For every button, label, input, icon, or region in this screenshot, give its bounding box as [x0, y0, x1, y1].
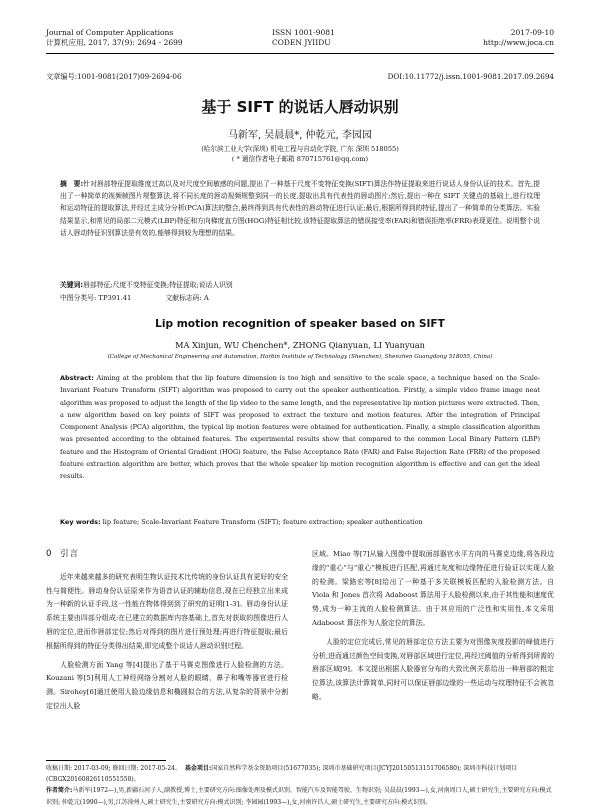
footnote [46, 763, 554, 808]
fund-text: 国家自然科学基金资助项目(51677035); 深圳市基础研究项目(JCYJ20150513151706580); 深圳市科技计划项目(CBGX20160826110551550)。 [46, 765, 518, 784]
abstract-en-label: Abstract: [60, 374, 94, 382]
title-en: Lip motion recognition of speaker based on SIFT [155, 318, 445, 330]
clc-number: 中图分类号: TP391.41 [60, 294, 132, 302]
received-date: 收稿日期: 2017-03-09; 修回日期: 2017-05-24。 [46, 765, 181, 772]
title-cn: 基于 SIFT 的说话人唇动识别 [201, 98, 399, 116]
affiliation-cn [46, 144, 554, 164]
authors-cn: 马新军, 吴晨晨*, 仲乾元, 李园园 [227, 130, 373, 141]
journal-citation-cn: 计算机应用, 2017, 37(9): 2694 - 2699 [46, 38, 183, 47]
paragraph: 人脸的定位完成后,常见的唇部定位方法主要为对图像灰度投影的峰值进行分析,进而通过颜色空间变换,对唇部区域进行定位,再经过阈值的分析得到所需的唇部区域[9]。本文提出根据人脸器官分布的大致比例关系给出一种唇部的粗定位算法,该算法计算简单,同时可以保证唇部边缘的一些运动与纹理特征不会被忽略。 [312, 637, 554, 701]
doi[interactable]: DOI:10.11772/j.issn.1001-9081.2017.09.2694 [387, 72, 554, 81]
footnote-rule [46, 760, 166, 761]
section-heading [46, 548, 288, 562]
authors-en: MA Xinjun, WU Chenchen*, ZHONG Qianyuan, LI Yuanyuan [175, 340, 425, 350]
article-number: 文章编号:1001-9081(2017)09-2694-06 [46, 72, 182, 81]
keywords-cn [60, 279, 540, 291]
keywords-en-label: Key words: [60, 518, 101, 526]
abstract-cn-text: 针对唇部特征提取维度过高以及对尺度空间敏感的问题,提出了一种基于尺度不变特征变换(SIFT)算法作特征提取来进行说话人身份认证的技术。首先,提出了一种简单的视频帧图片规整算法,将不同长度的唇动视频规整到同一的长度,提取出具有代表性的唇动图片;然后,提出一种在 SIFT 关键点的基础上,进行纹理和运动特征的提取算法,并经过主成分分析(PCA)算法的整合,最终得到具有代表性的唇动特征进行认证;最后,根据所得到的特征,提出了一种简单的分类算法。实验结果显示,和常见的局部二元模式(LBP)特征和方向梯度直方图(HOG)特征相比较,该特征提取算法的错误接受率(FAR)和错误拒绝率(FRR)表现更佳。说明整个说话人唇动特征识别算法是有效的,能够得到较为理想的结果。 [60, 180, 540, 237]
author-bio-label: 作者简介: [46, 787, 73, 795]
running-header [46, 28, 554, 54]
body-column-left [46, 548, 288, 719]
author-bio: 马新军(1972—),男,新疆石河子人,副教授,博士,主要研究方向:图像处理及模式识别、智能汽车及智能驾驶、生物识别; 吴晨晨(1993—),女,河南周口人,硕士研究生,主要研究方向:模式识别; 仲乾元(1990—),男,江苏徐州人,硕士研究生,主要研究方向:模式识别; 李园园(1993—),女,河南许昌人,硕士研究生,主要研究方向:模式识别。 [46, 787, 552, 806]
journal-url[interactable]: http://www.joca.cn [483, 38, 554, 47]
keywords-cn-label: 关键词: [60, 281, 84, 289]
paragraph: 近年来越来越多的研究表明生物认证技术比传统的身份认证具有更好的安全性与简便性。唇动身份认证原来作为语音认证的辅助信息,现在已经独立出来成为一种新的认证手段,这一性能在物体得到到了研究的证明[1-3]。唇动身份认证系统主要由四部分组成:在已建立的数据库内容基础上,首先对获取的图像进行人唇的定位,进而作唇部定位;然后对得到的图片进行预处理;再进行特征提取;最后根据所得到的特征分类得出结果,即完成整个说话人唇动识别过程。 [46, 572, 288, 650]
abstract-en [60, 372, 540, 483]
abstract-cn-label: 摘 要: [60, 180, 84, 188]
section-title: 引言 [59, 549, 80, 559]
contact-email: ( * 通信作者电子邮箱 870715761@qq.com) [231, 155, 369, 163]
paragraph: 区域。Miao 等[7]从输入图像中提取面部器官水平方向的马赛克边缘,将各段边缘的"重心"与"重心"模板进行匹配,再通过灰度和边缘特征进行验证以实现人脸的检测。梁路宏等[8]给出了一种基于多关联模板匹配的人脸检测方法。自 Viola 和 Jones 首次将 Adaboost 算法用于人脸检测以来,由于其性能和速度优势,成为一种主流的人脸检测算法。由于其应用的广泛性和实用性,本文采用 Adaboost 算法作为人脸定位的算法。 [312, 550, 554, 627]
classification [60, 292, 540, 302]
affiliation-cn-text: (哈尔滨工业大学(深圳) 机电工程与自动化学院, 广东 深圳 518055) [201, 145, 399, 153]
keywords-cn-text: 唇部特征;尺度不变特征变换;特征提取;说话人识别 [83, 281, 233, 289]
document-code: 文献标志码: A [165, 294, 209, 302]
journal-name-en: Journal of Computer Applications [46, 28, 174, 37]
body-column-right [312, 548, 554, 710]
coden: CODEN JYIIDU [272, 38, 331, 47]
issn: ISSN 1001-9081 [272, 28, 335, 37]
keywords-en [60, 518, 540, 526]
abstract-cn [60, 178, 540, 239]
header-rule [46, 53, 554, 54]
affiliation-en: (College of Mechanical Engineering and Automation, Harbin Institute of Technology (Shenzhen), Shenzhen Guangdong 518055, China) [107, 354, 493, 360]
paragraph: 人脸检测方面 Yang 等[4]提出了基于马赛克图像进行人脸检测的方法。Kouzani 等[5]利用人工神经网络分割对人脸的眼睛、鼻子和嘴等器官进行检测。Sirohey[6]通过使用人脸边缘信息和椭圆拟合的方法,从复杂的背景中分割定位出人脸 [46, 660, 288, 710]
abstract-en-text: Aiming at the problem that the lip feature dimension is too high and sensitive to the scale space, a technique based on the Scale-Invariant Feature Transform (SIFT) algorithm was proposed to carry out the speaker authentication. Firstly, a simple video frame image neat algorithm was proposed to adjust the length of the lip video to the same length, and the representative lip motion pictures were extracted. Then, a new algorithm based on key points of SIFT was proposed to extract the texture and motion features. After the integration of Principal Component Analysis (PCA) algorithm, the typical lip motion features were obtained for authentication. Finally, a simple classification algorithm was presented according to the obtained features. The experimental results show that compared to the common Local Binary Pattern (LBP) feature and the Histogram of Oriental Gradient (HOG) feature, the False Acceptance Rate (FAR) and False Rejection Rate (FRR) of the proposed feature extraction algorithm are better, which proves that the whole speaker lip motion recognition algorithm is effective and can get the ideal results. [60, 374, 540, 481]
section-number: 0 [46, 549, 53, 559]
fund-label: 基金项目: [184, 765, 212, 772]
keywords-en-text: lip feature; Scale-Invariant Feature Transform (SIFT); feature extraction; speaker authentication [102, 518, 423, 526]
publication-date: 2017-09-10 [510, 28, 554, 37]
